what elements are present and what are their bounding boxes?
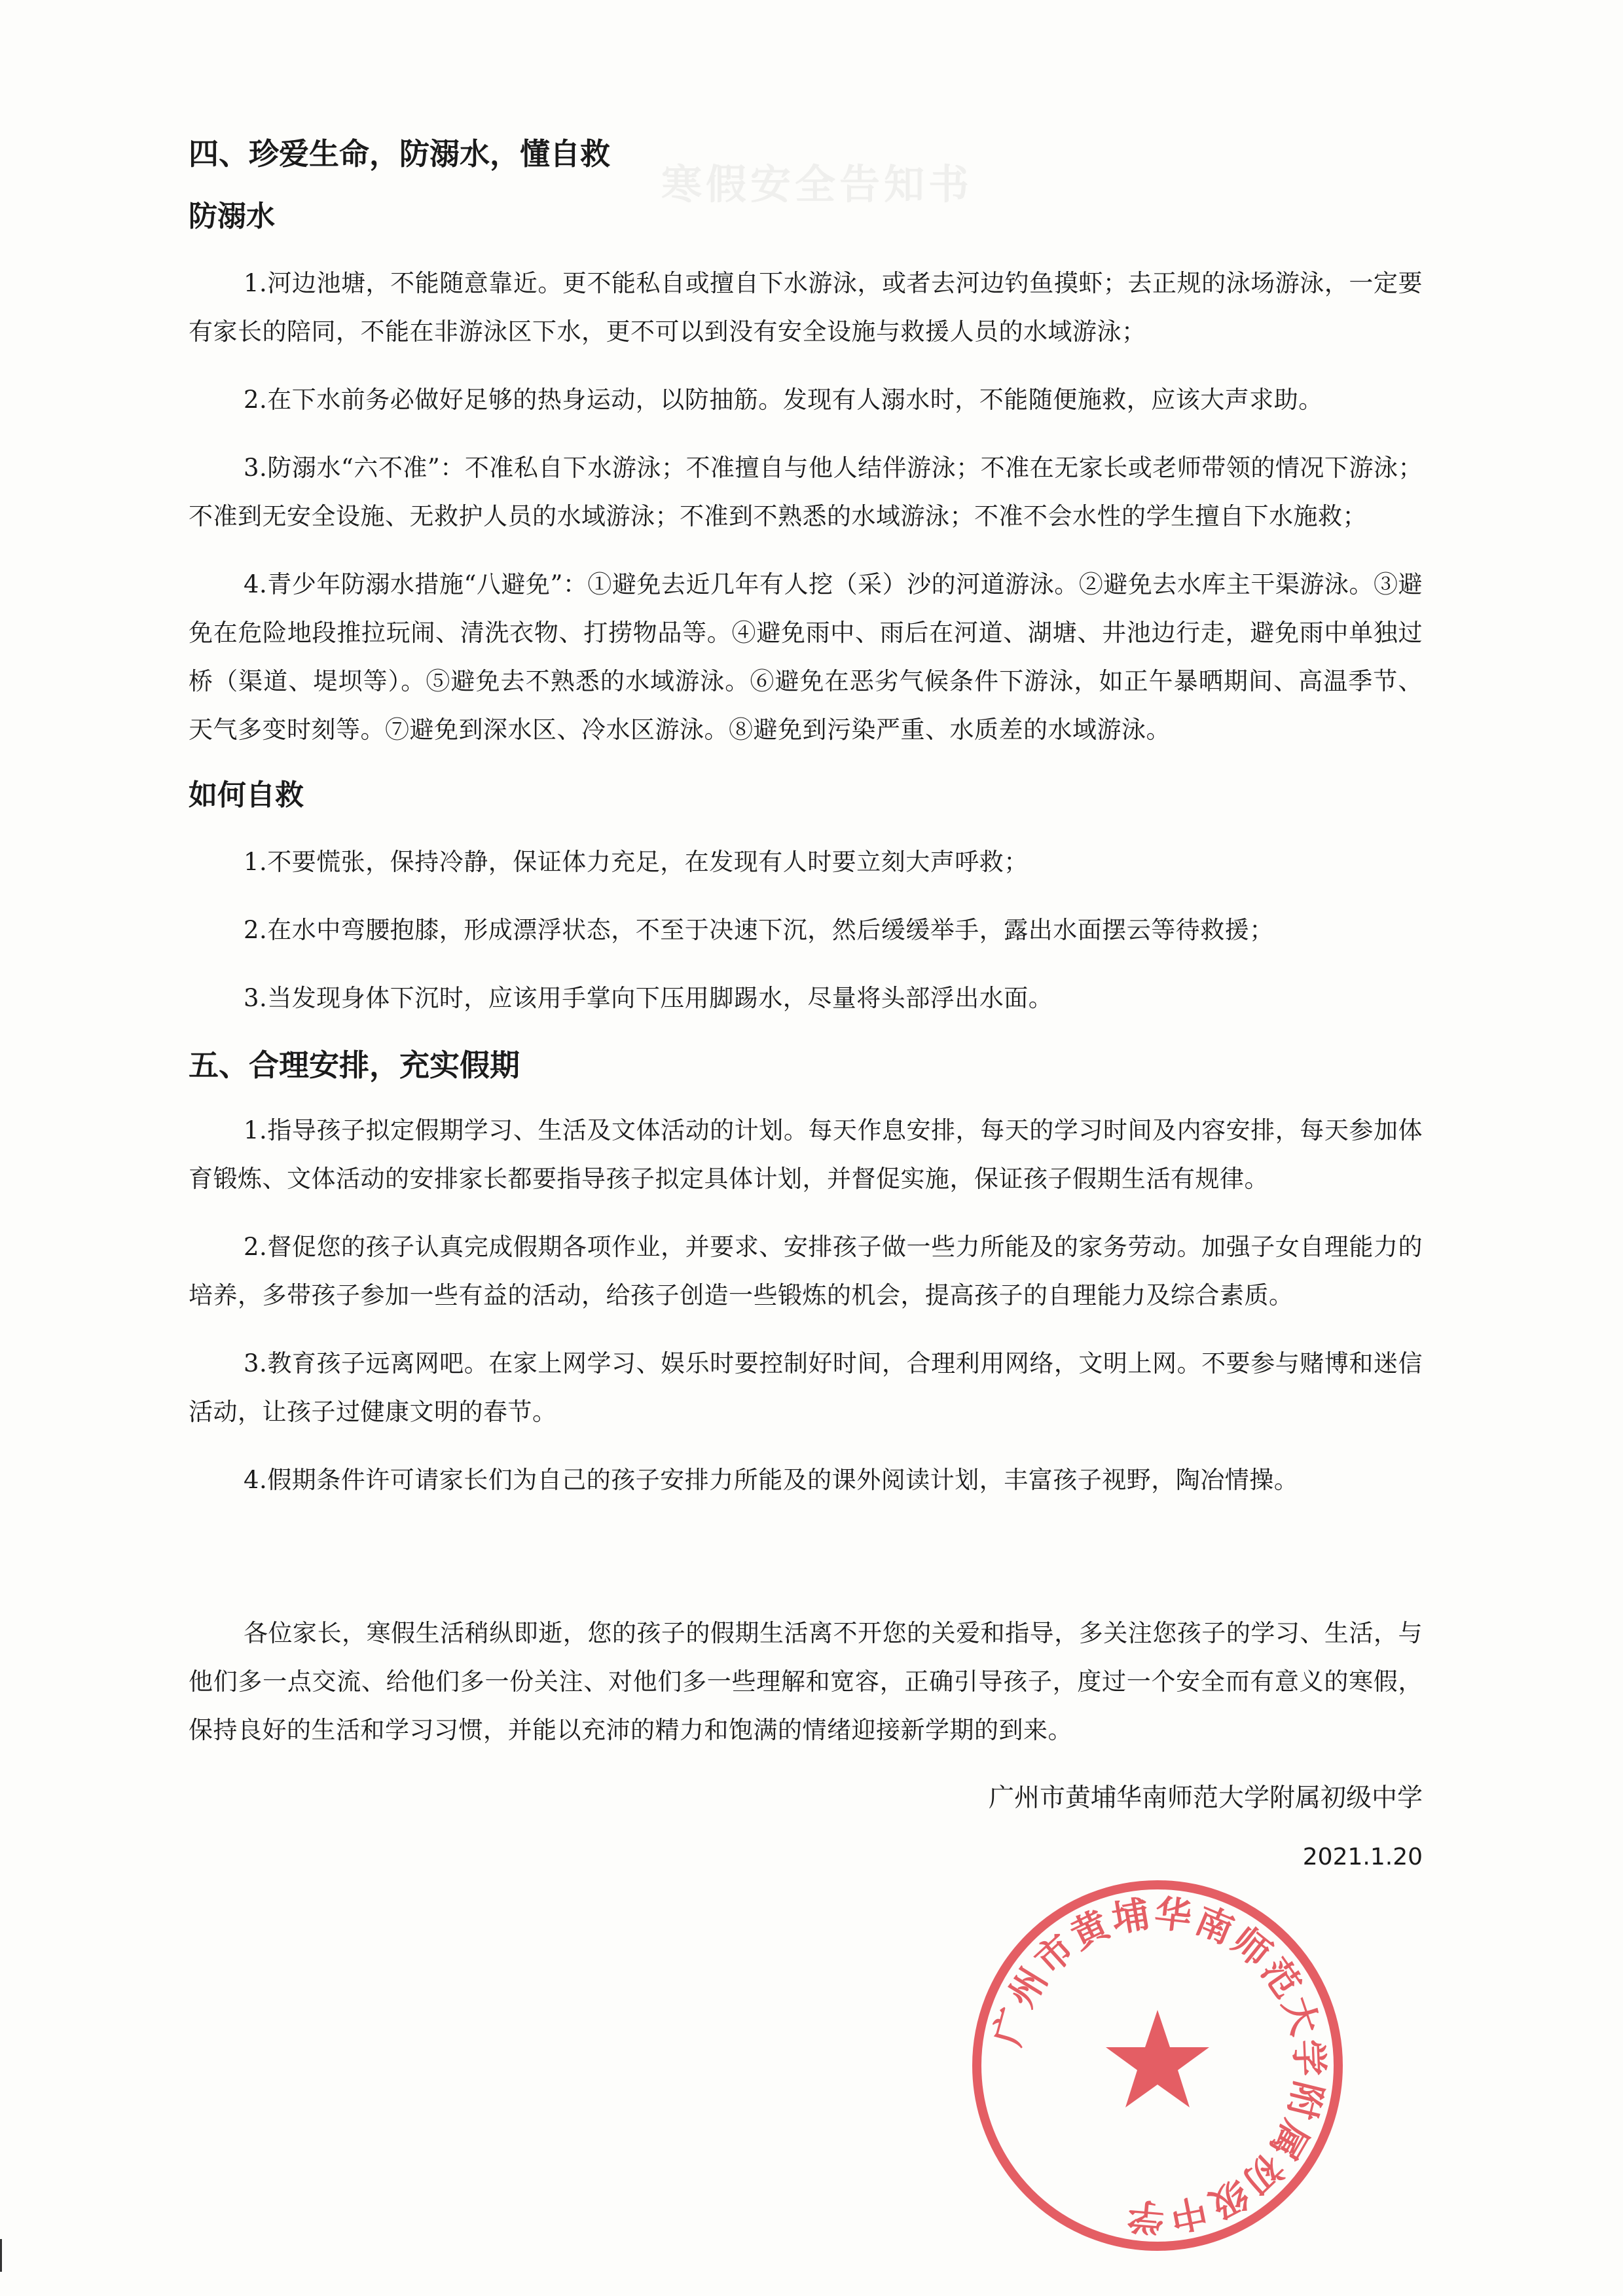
holiday-item-4: 4.假期条件许可请家长们为自己的孩子安排力所能及的课外阅读计划，丰富孩子视野，陶冶情操。 [244,1466,1299,1494]
official-seal-stamp [961,1869,1354,2262]
holiday-item-3: 3.教育孩子远离网吧。在家上网学习、娱乐时要控制好时间，合理利用网络，文明上网。不要参与赌博和迷信活动，让孩子过健康文明的春节。 [189,1349,1423,1426]
drowning-item-4: 4.青少年防溺水措施“八避免”：①避免去近几年有人挖（采）沙的河道游泳。②避免去水库主干渠游泳。③避免在危险地段推拉玩闹、清洗衣物、打捞物品等。④避免雨中、雨后在河道、湖塘、井池边行走，避免雨中单独过桥（渠道、堤坝等）。⑤避免去不熟悉的水域游泳。⑥避免在恶劣气候条件下游泳，如正午暴晒期间、高温季节、天气多变时刻等。⑦避免到深水区、冷水区游泳。⑧避免到污染严重、水质差的水域游泳。 [189,570,1423,744]
drowning-item-1: 1.河边池塘，不能随意靠近。更不能私自或擅自下水游泳，或者去河边钓鱼摸虾；去正规的泳场游泳，一定要有家长的陪同，不能在非游泳区下水，更不可以到没有安全设施与救援人员的水域游泳； [189,269,1423,346]
closing-paragraph: 各位家长，寒假生活稍纵即逝，您的孩子的假期生活离不开您的关爱和指导，多关注您孩子的学习、生活，与他们多一点交流、给他们多一份关注、对他们多一些理解和宽容，正确引导孩子，度过一个安全而有意义的寒假，保持良好的生活和学习习惯，并能以充沛的精力和饱满的情绪迎接新学期的到来。 [189,1619,1423,1744]
section4-title: 四、珍爱生命，防溺水，懂自救 [189,136,610,172]
self-rescue-item-2: 2.在水中弯腰抱膝，形成漂浮状态，不至于决速下沉，然后缓缓举手，露出水面摆云等待救援； [244,916,1274,944]
section5-title: 五、合理安排，充实假期 [189,1048,520,1083]
self-rescue-item-3: 3.当发现身体下沉时，应该用手掌向下压用脚踢水，尽量将头部浮出水面。 [244,984,1053,1012]
school-signature: 广州市黄埔华南师范大学附属初级中学 [988,1783,1423,1813]
self-rescue-item-1: 1.不要慌张，保持冷静，保证体力充足，在发现有人时要立刻大声呼救； [244,848,1029,876]
self-rescue-heading: 如何自救 [189,778,304,812]
holiday-item-1: 1.指导孩子拟定假期学习、生活及文体活动的计划。每天作息安排，每天的学习时间及内容安排，每天参加体育锻炼、文体活动的安排家长都要指导孩子拟定具体计划，并督促实施，保证孩子假期生活有规律。 [189,1116,1423,1193]
seal-text: 广州市黄埔华南师范大学附属初级中学 [986,1892,1331,2239]
document-body [189,131,1423,1882]
drowning-item-3: 3.防溺水“六不准”：不准私自下水游泳；不准擅自与他人结伴游泳；不准在无家长或老师带领的情况下游泳；不准到无安全设施、无救护人员的水域游泳；不准到不熟悉的水域游泳；不准不会水性的学生擅自下水施救； [189,454,1423,530]
seal-ring [977,1885,1338,2246]
drowning-prevention-heading: 防溺水 [189,200,275,233]
holiday-item-2: 2.督促您的孩子认真完成假期各项作业，并要求、安排孩子做一些力所能及的家务劳动。加强子女自理能力的培养，多带孩子参加一些有益的活动，给孩子创造一些锻炼的机会，提高孩子的自理能力及综合素质。 [189,1233,1423,1309]
bleed-through-title: 寒假安全告知书 [661,160,974,208]
document-date: 2021.1.20 [1302,1844,1423,1870]
seal-star-icon [1106,2010,1209,2107]
drowning-item-2: 2.在下水前务必做好足够的热身运动，以防抽筋。发现有人溺水时，不能随便施救，应该大声求助。 [244,386,1323,414]
scan-crop-mark [0,2239,19,2272]
